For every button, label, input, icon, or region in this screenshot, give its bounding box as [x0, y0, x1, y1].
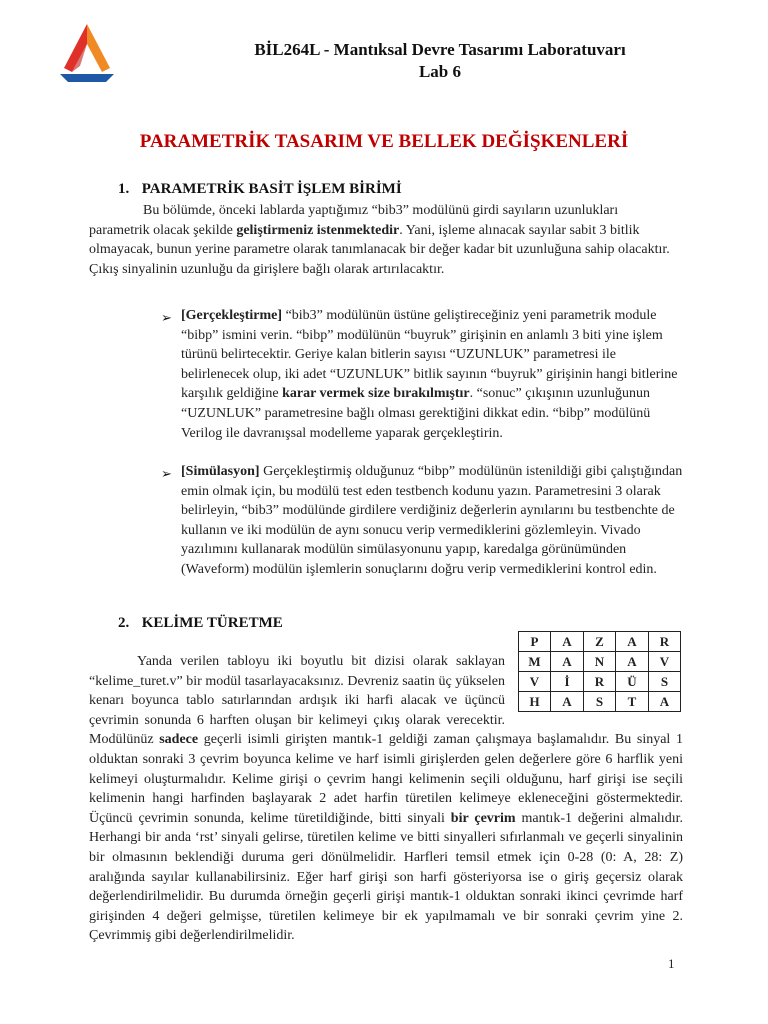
page-number: 1 — [668, 956, 675, 971]
grid-cell: A — [551, 692, 584, 712]
section-1-title: PARAMETRİK BASİT İŞLEM BİRİMİ — [141, 181, 402, 197]
grid-cell: M — [519, 652, 551, 672]
lab-number: Lab 6 — [418, 62, 462, 81]
grid-cell: R — [649, 632, 681, 652]
grid-cell: Z — [584, 632, 616, 652]
bullet-implementation: [Gerçekleştirme] “bib3” modülünün üstüne geliştireceğiniz yeni parametrik module “bibp” ismini verin. “bibp” modülünün “buyruk” girişinin en anlamlı 3 biti yine işlem türünü belirtecektir. Geriye kalan bitlerin sayısı “UZUNLUK” parametresi ile belirlenecek olup, iki adet “UZUNLUK” bitlik sayının “buyruk” girişinin hangi bitlerine karşılık geldiğine karar vermek size bırakılmıştır. “sonuc” çıkışının uzunluğunun “UZUNLUK” parametresine bağlı olması gerektiğini dikkat edin. “bibp” modülünü Verilog ile davranışsal modelleme yaparak gerçekleştirin. — [181, 308, 678, 441]
section-2-title: KELİME TÜRETME — [141, 615, 283, 631]
grid-cell: V — [649, 652, 681, 672]
grid-cell: Ü — [616, 672, 649, 692]
grid-cell: A — [551, 652, 584, 672]
grid-cell: S — [649, 672, 681, 692]
grid-cell: P — [519, 632, 551, 652]
section-1-number: 1. — [118, 181, 130, 197]
grid-cell: İ — [551, 672, 584, 692]
grid-cell: V — [519, 672, 551, 692]
grid-cell: A — [616, 652, 649, 672]
bullet-simulation: [Simülasyon] Gerçekleştirmiş olduğunuz “bibp” modülünün istenildiği gibi çalıştığından emin olmak için, bu modülü test eden testbench kodunu yazın. Parametresini 3 olarak belirleyin, “bib3” modülünde girdilere verdiğiniz değerlerin aynılarını bu testbenchte de kullanın ve iki modülün de aynı sonucu verip vermediklerini gözlemleyin. Vivado yazılımını kullanarak modülün simülasyonunu yapıp, karedalga görünümünden (Waveform) modülün işlemlerin sonuçlarını doğru verip vermediklerini kontrol edin. — [181, 464, 683, 577]
course-title: BİL264L - Mantıksal Devre Tasarımı Laboratuvarı — [254, 40, 626, 59]
grid-cell: R — [584, 672, 616, 692]
document-title: PARAMETRİK TASARIM VE BELLEK DEĞİŞKENLERİ — [139, 131, 629, 152]
grid-cell: A — [649, 692, 681, 712]
university-logo-icon — [52, 22, 122, 84]
table-row — [519, 632, 681, 652]
section-2-body: Yanda verilen tabloyu iki boyutlu bit dizisi olarak saklayan “kelime_turet.v” bir modül tasarlayacaksınız. Devreniz saatin üç yükselen kenarı boyunca tablo satırlarından ardışık iki harfi alacak ve üçüncü çevrimin sonunda 6 harften oluşan bir kelimeyi çıkış olarak verecektir. Modülünüz sadece geçerli isimli girişten mantık-1 geldiği zaman çalışmaya başlamalıdır. Bu sinyal 1 olduktan sonraki 3 çevrim boyunca kelime ve harf isimli girişlerden gelen değerlere göre 6 harflik yeni kelimeyi oluşturmalıdır. Kelime girişi o çevrim hangi kelimenin seçili olduğunu, harf girişi ise seçili kelimenin hangi harfinden başlayarak 2 adet harfin türetilen kelimeye ekleneceğini göstermektedir. Üçüncü çevrimin sonunda, kelime türetildiğinde, bitti sinyali bir çevrim mantık-1 değerini almalıdır. Herhangi bir anda ‘rst’ sinyali gelirse, türetilen kelime ve bitti sinyalleri sıfırlanmalı ve geçerli sinyalinin bir olmasının beklendiği duruma geri dönülmelidir. Harfleri temsil etmek için 0-28 (0: A, 28: Z) aralığında sayılar kullanabilirsiniz. Eğer harf girişi son harfi gösteriyorsa ise o giriş geçersiz olarak değerlendirilmelidir. Bu durumda örneğin geçerli girişi mantık-1 olduktan sonraki ikinci çevrimde harf girişinden 4 değeri gelmişse, türetilen kelimeye bir ek yapılmamalı ve bir sonraki çevrim yine 2. Çevrimmiş gibi değerlendirilmelidir. — [89, 654, 683, 944]
grid-cell: A — [551, 632, 584, 652]
section-2-number: 2. — [118, 615, 130, 631]
grid-cell: T — [616, 692, 649, 712]
grid-cell: N — [584, 652, 616, 672]
bullet-arrow-icon: ➢ — [161, 310, 172, 325]
grid-cell: S — [584, 692, 616, 712]
section-1-intro: Bu bölümde, önceki lablarda yaptığımız “bib3” modülünü girdi sayıların uzunlukları parametrik olacak şekilde geliştirmeniz istenmektedir. Yani, işleme alınacak sayılar sabit 3 bitlik olmayacak, bunun yerine parametre olarak tanımlanacak bir değer kadar bit uzunluğuna sahip olacaktır. Çıkış sinyalinin uzunluğu da girişlere bağlı olarak artırılacaktır. — [89, 203, 670, 277]
grid-cell: A — [616, 632, 649, 652]
grid-cell: H — [519, 692, 551, 712]
section-2-heading — [118, 615, 283, 632]
bullet-arrow-icon: ➢ — [161, 466, 172, 481]
section-1-heading — [118, 181, 402, 198]
